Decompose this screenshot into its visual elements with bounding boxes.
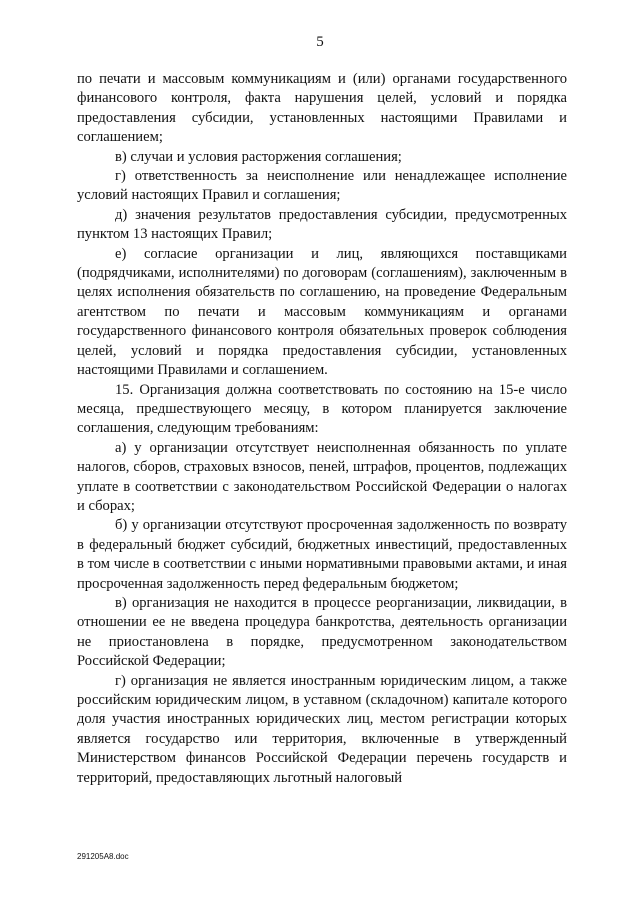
paragraph-continuation: по печати и массовым коммуникациям и (или) органами государственного финансового контроля, факта нарушения целей, условий и порядка предоставления субсидии, установленных настоящими Правилами и соглашением; xyxy=(77,71,567,146)
document-body xyxy=(77,70,567,788)
paragraph-item-g: г) ответственность за неисполнение или ненадлежащее исполнение условий настоящих Правил и соглашения; xyxy=(77,168,567,204)
paragraph-requirement-v: в) организация не находится в процессе реорганизации, ликвидации, в отношении ее не введена процедура банкротства, деятельность организации не приостановлена в порядке, предусмотренном законодательством Российской Федерации; xyxy=(77,594,567,670)
page-number: 5 xyxy=(316,34,324,50)
footer-file-code: 291205A8.doc xyxy=(77,852,129,861)
paragraph-item-e: е) согласие организации и лиц, являющихся поставщиками (подрядчиками, исполнителями) по договорам (соглашениям), заключенным в целях исполнения обязательств по соглашению, на проведение Федеральным агентством по печати и массовым коммуникациям и органами государственного финансового контроля обязательных проверок соблюдения целей, условий и порядка предоставления субсидии, установленных настоящими Правилами и соглашением. xyxy=(77,245,567,379)
paragraph-requirement-g: г) организация не является иностранным юридическим лицом, а также российским юридическим лицом, в уставном (складочном) капитале которого доля участия иностранных юридических лиц, местом регистрации которых является государство или территория, включенные в утвержденный Министерством финансов Российской Федерации перечень государств и территорий, предоставляющих льготный налоговый xyxy=(77,672,567,786)
paragraph-item-d: д) значения результатов предоставления субсидии, предусмотренных пунктом 13 настоящих Правил; xyxy=(77,206,567,243)
paragraph-requirement-b: б) у организации отсутствуют просроченная задолженность по возврату в федеральный бюджет субсидий, бюджетных инвестиций, предоставленных в том числе в соответствии с иными нормативными правовыми актами, и иная просроченная задолженность перед федеральным бюджетом; xyxy=(77,517,567,592)
paragraph-clause-15: 15. Организация должна соответствовать по состоянию на 15-е число месяца, предшествующего месяцу, в котором планируется заключение соглашения, следующим требованиям: xyxy=(77,381,567,437)
paragraph-item-v: в) случаи и условия расторжения соглашения; xyxy=(115,148,402,165)
paragraph-requirement-a: а) у организации отсутствует неисполненная обязанность по уплате налогов, сборов, страховых взносов, пеней, штрафов, процентов, подлежащих уплате в соответствии с законодательством Российской Федерации о налогах и сборах; xyxy=(77,439,567,514)
